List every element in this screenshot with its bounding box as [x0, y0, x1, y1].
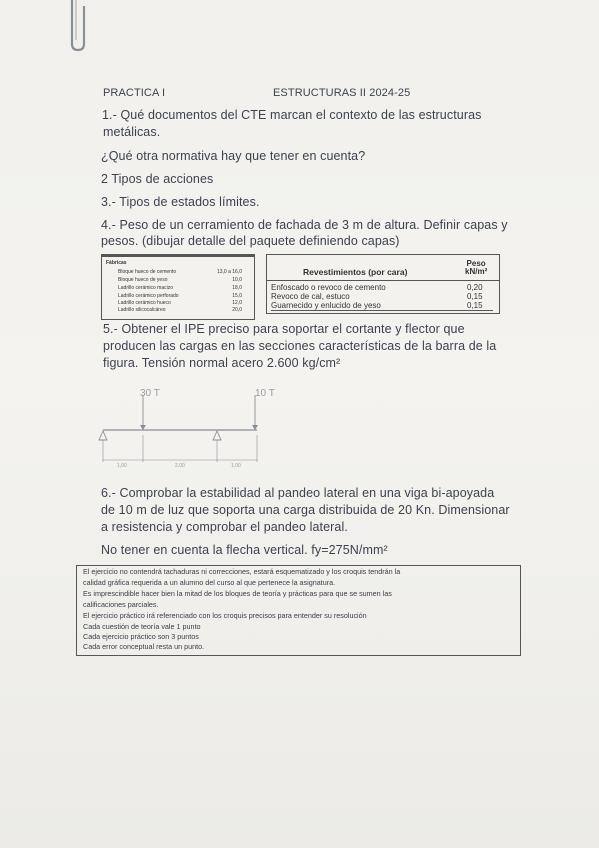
question-6-line-3: a resistencia y comprobar el pandeo lateral.: [101, 520, 348, 534]
question-6-line-1: 6.- Comprobar la estabilidad al pandeo lateral en una viga bi-apoyada: [101, 486, 495, 500]
table-row: Ladrillo silicocalcáreo 20,0: [118, 307, 242, 313]
exam-rules-box: [76, 565, 521, 656]
paper-clip-icon: [66, 0, 92, 52]
coatings-table-title: Revestimientos (por cara): [303, 267, 408, 277]
question-6-note: No tener en cuenta la flecha vertical. fy=275N/mm²: [101, 543, 388, 557]
load-label-1: 30 T: [140, 388, 160, 399]
table-row: Enfoscado o revoco de cemento 0,20: [271, 283, 483, 292]
beam-diagram-drawing: [95, 380, 275, 475]
masonry-group-label: Fábricas: [106, 260, 127, 266]
question-5-line-2: producen las cargas en las secciones características de la barra de la: [103, 339, 497, 353]
table-row: Ladrillo cerámico hueco 12,0: [118, 300, 242, 306]
rule-line: Cada error conceptual resta un punto.: [83, 642, 205, 651]
rule-line: calidad gráfica requerida a un alumno del curso al que pertenece la asignatura.: [83, 578, 336, 587]
table-row: Revoco de cal, estuco 0,15: [271, 292, 483, 301]
question-3: 3.- Tipos de estados límites.: [101, 195, 260, 209]
load-label-2: 10 T: [255, 388, 275, 399]
span-label-3: 1,00: [231, 463, 241, 469]
table-row: Ladrillo cerámico macizo 18,0: [118, 285, 242, 291]
table-row: Guarnecido y enlucido de yeso 0,15: [271, 301, 493, 311]
question-1-line-2: metálicas.: [103, 125, 161, 139]
header-subject-label: ESTRUCTURAS II 2024-25: [273, 87, 411, 99]
rule-line: El ejercicio práctico irá referenciado con los croquis precisos para entender su resolución: [83, 611, 367, 620]
coatings-weights-table: [266, 254, 500, 314]
table-row: Bloque hueco de yeso 10,0: [118, 277, 242, 283]
question-6-line-2: de 10 m de luz que soporta una carga distribuida de 20 Kn. Dimensionar: [101, 503, 510, 517]
question-1-line-1: 1.- Qué documentos del CTE marcan el contexto de las estructuras: [102, 108, 482, 122]
coatings-table-header: [267, 259, 499, 281]
question-1-followup: ¿Qué otra normativa hay que tener en cuenta?: [101, 149, 366, 163]
question-5-line-3: figura. Tensión normal acero 2.600 kg/cm²: [103, 356, 341, 370]
rule-line: Cada ejercicio práctico son 3 puntos: [83, 632, 199, 641]
question-4-line-1: 4.- Peso de un cerramiento de fachada de 3 m de altura. Definir capas y: [101, 218, 508, 232]
question-4-line-2: pesos. (dibujar detalle del paquete definiendo capas): [101, 234, 400, 248]
weight-unit-label: kN/m²: [465, 267, 488, 276]
table-row: Bloque hueco de cemento 13,0 a 16,0: [118, 269, 242, 275]
table-row: Ladrillo cerámico perforado 15,0: [118, 293, 242, 299]
span-label-1: 1,00: [117, 463, 127, 469]
span-label-2: 2,00: [175, 463, 185, 469]
question-2: 2 Tipos de acciones: [101, 172, 214, 186]
masonry-weights-table: [101, 254, 255, 320]
rule-line: Cada cuestión de teoría vale 1 punto: [83, 622, 201, 631]
rule-line: calificaciones parciales.: [83, 600, 159, 609]
header-course-label: PRACTICA I: [103, 87, 166, 99]
rule-line: El ejercicio no contendrá tachaduras ni correcciones, estará esquematizado y los croquis tendrán la: [83, 567, 401, 576]
beam-load-diagram: [95, 380, 275, 475]
rule-line: Es imprescindible hacer bien la mitad de los bloques de teoría y prácticas para que se sumen las: [83, 589, 392, 598]
weight-column-label: Peso: [466, 259, 486, 268]
question-5-line-1: 5.- Obtener el IPE preciso para soportar el cortante y flector que: [103, 322, 465, 336]
